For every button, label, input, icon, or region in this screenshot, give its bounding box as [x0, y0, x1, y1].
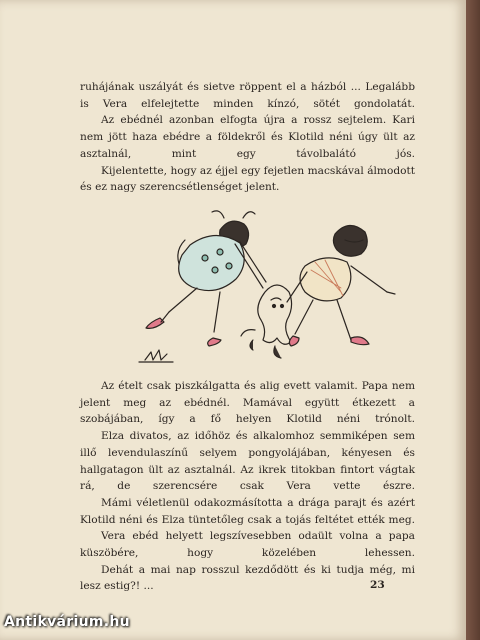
book-spine	[466, 0, 480, 640]
text-block-bottom	[80, 378, 415, 595]
paragraph: Mámi véletlenül odakozmásította a drága parajt és azért Klotild néni és Elza tüntetőleg csak a tojás feltétet ették meg.	[80, 496, 415, 526]
paragraph: Dehát a mai nap rosszul kezdődött és ki tudja még, mi lesz estig?! ...	[80, 563, 415, 593]
paragraph: Vera ebéd helyett legszívesebben odaült volna a papa küszöbére, hogy közelében lehessen.	[80, 530, 415, 560]
paragraph: ruhájának uszályát és sietve röppent el a házból ... Legalább is Vera elfelejtette minden kínzó, sötét gondolatát.	[80, 81, 415, 110]
paragraph: Az ebédnél azonban elfogta újra a rossz sejtelem. Kari nem jött haza ebédre a földekről és Klotild néni úgy ült az asztalnál, mint egy távolbalátó jós.	[80, 114, 415, 160]
paragraph: Elza divatos, az időhöz és alkalomhoz semmiképen sem illő levendulaszínű selyem pongyolájában, kényesen és hallgatagon ült az asztalnál. Az ikrek titokban fintort vágtak rá, de szerencsére csak Vera vette észre.	[80, 430, 415, 493]
text-block-top	[80, 79, 415, 196]
illustration-children-with-dog	[125, 200, 405, 370]
watermark: Antikvárium.hu	[4, 614, 130, 630]
page-number: 23	[370, 579, 385, 591]
paragraph: Az ételt csak piszkálgatta és alig evett valamit. Papa nem jelent meg az ebédnél. Mamával együtt étkezett a szobájában, így a fő helyen Klotild néni trónolt.	[80, 380, 415, 426]
paragraph: Kijelentette, hogy az éjjel egy fejetlen macskával álmodott és ez nagy szerencsétlenséget jelent.	[80, 164, 415, 194]
